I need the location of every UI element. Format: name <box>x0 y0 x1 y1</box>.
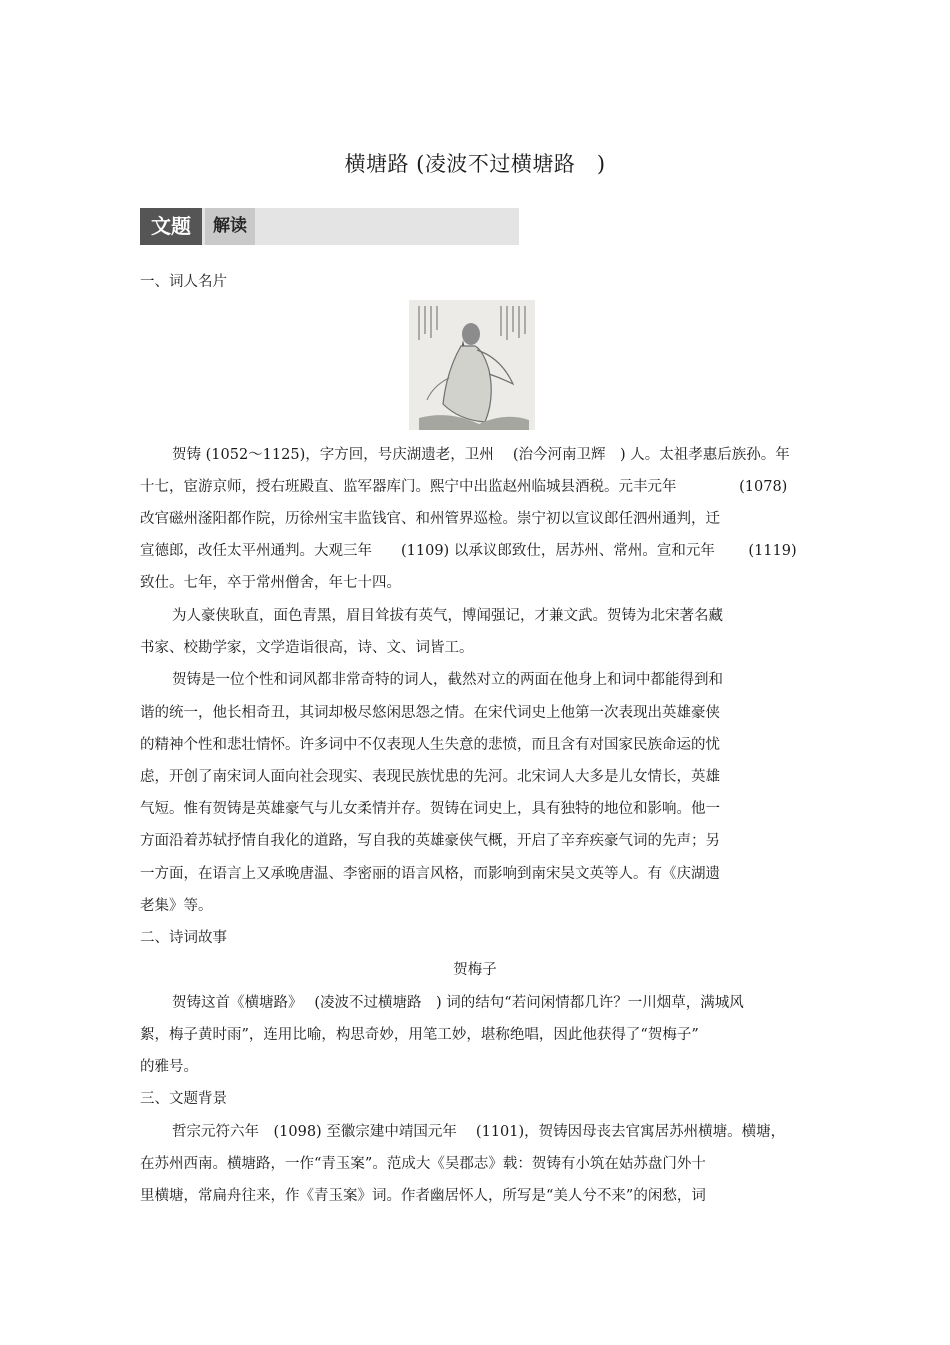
text-line: 谐的统一，他长相奇丑，其词却极尽悠闲思怨之情。在宋代词史上他第一次表现出英雄豪侠 <box>140 705 720 721</box>
text-line: 致仕。七年，卒于常州僧舍，年七十四。 <box>140 575 401 591</box>
text-line: 一方面，在语言上又承晚唐温、李密丽的语言风格，而影响到南宋吴文英等人。有《庆湖遗 <box>140 866 720 882</box>
text-line: 老集》等。 <box>140 898 213 914</box>
text-line: 为人豪侠耿直，面色青黑，眉目耸拔有英气，博闻强记，才兼文武。贺铸为北宋著名藏 <box>172 608 723 624</box>
document-title: 横塘路 (凌波不过横塘路 ) <box>344 152 606 176</box>
banner-label-main: 文题 <box>140 208 202 245</box>
text-line: 书家、校勘学家，文学造诣很高，诗、文、词皆工。 <box>140 640 474 656</box>
text-line: 絮，梅子黄时雨”，连用比喻，构思奇妙，用笔工妙，堪称绝唱，因此他获得了“贺梅子” <box>140 1027 699 1043</box>
text-line: 哲宗元符六年 (1098) 至徽宗建中靖国元年 (1101)，贺铸因母丧去官寓居苏州横塘。横塘， <box>172 1124 786 1140</box>
section-heading-poet-card: 一、词人名片 <box>140 274 227 290</box>
text-line: 气短。惟有贺铸是英雄豪气与儿女柔情并存。贺铸在词史上，具有独特的地位和影响。他一 <box>140 801 720 817</box>
text-line: 十七，宦游京师，授右班殿直、监军器库门。熙宁中出监赵州临城县酒税。元丰元年 (1078) <box>140 479 788 495</box>
portrait-drawing <box>409 300 535 430</box>
section-heading-background: 三、文题背景 <box>140 1091 227 1107</box>
text-line: 虑，开创了南宋词人面向社会现实、表现民族忧患的先河。北宋词人大多是儿女情长，英雄 <box>140 769 720 785</box>
poet-portrait-image <box>409 300 535 430</box>
text-line: 贺铸是一位个性和词风都非常奇特的词人，截然对立的两面在他身上和词中都能得到和 <box>172 672 723 688</box>
text-line: 宣德郎，改任太平州通判。大观三年 (1109) 以承议郎致仕，居苏州、常州。宣和元年 (1119) <box>140 543 797 559</box>
text-line: 里横塘，常扁舟往来，作《青玉案》词。作者幽居怀人，所写是“美人兮不来”的闲愁，词 <box>140 1188 706 1204</box>
banner-label-sub: 解读 <box>205 208 255 245</box>
text-line: 贺铸这首《横塘路》 (凌波不过横塘路 ) 词的结句“若问闲情都几许？一川烟草，满城风 <box>172 995 744 1011</box>
text-line: 贺铸 (1052～1125)，字方回，号庆湖遗老，卫州 (治今河南卫辉 ) 人。太祖孝惠后族孙。年 <box>172 447 790 463</box>
text-line: 的雅号。 <box>140 1059 198 1075</box>
section-banner <box>140 208 519 245</box>
story-title: 贺梅子 <box>453 962 497 978</box>
text-line: 的精神个性和悲壮情怀。许多词中不仅表现人生失意的悲愤，而且含有对国家民族命运的忧 <box>140 737 720 753</box>
text-line: 改官磁州滏阳都作院，历徐州宝丰监钱官、和州管界巡检。崇宁初以宣议郎任泗州通判，迁 <box>140 511 720 527</box>
text-line: 方面沿着苏轼抒情自我化的道路，写自我的英雄豪侠气概，开启了辛弃疾豪气词的先声；另 <box>140 833 720 849</box>
section-heading-story: 二、诗词故事 <box>140 930 227 946</box>
text-line: 在苏州西南。横塘路，一作“青玉案”。范成大《吴郡志》载：贺铸有小筑在姑苏盘门外十 <box>140 1156 706 1172</box>
